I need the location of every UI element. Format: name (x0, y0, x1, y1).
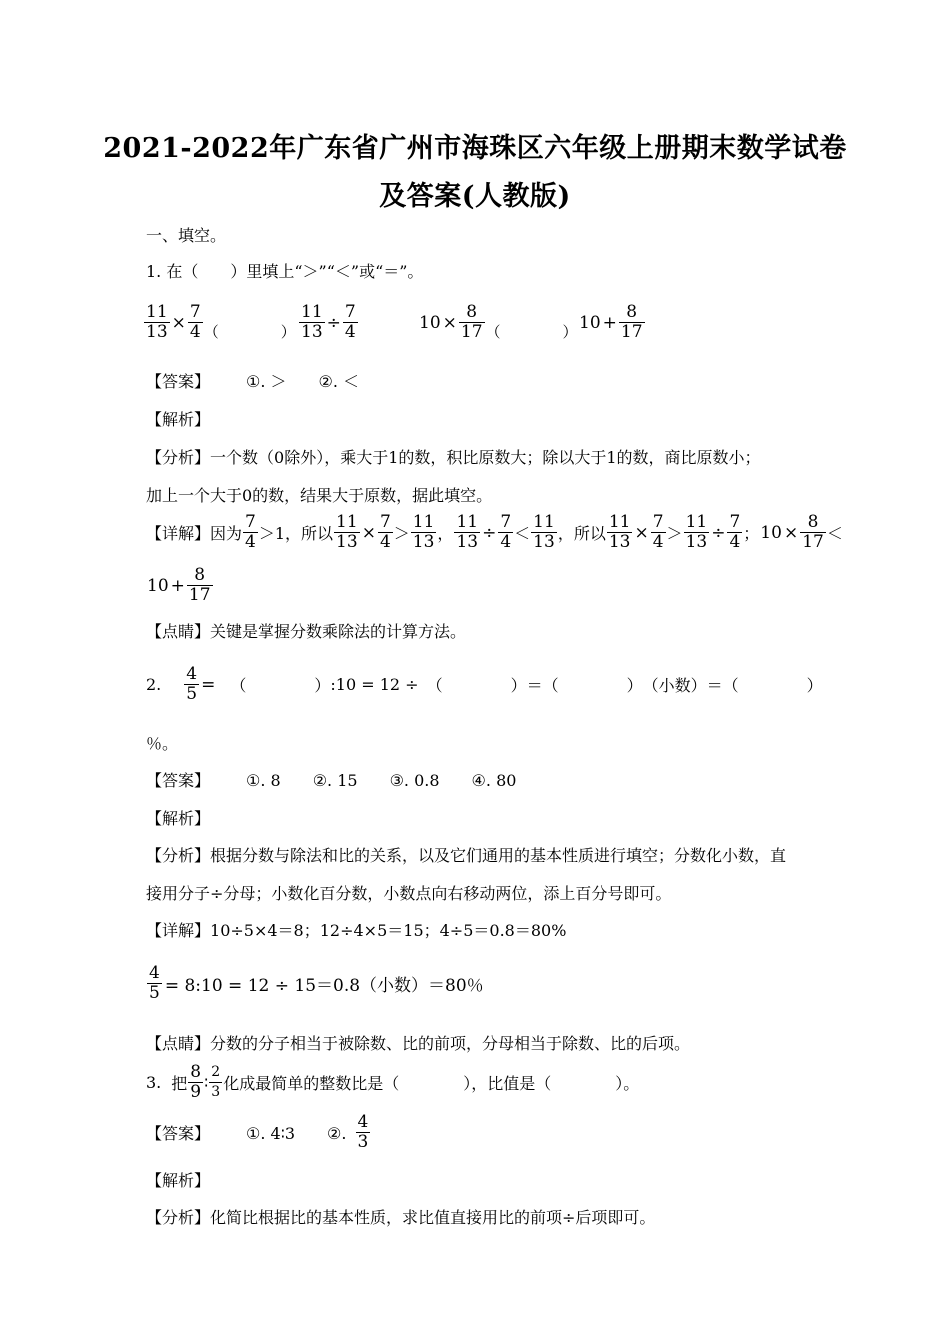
q2-detail-eq: $\frac{4}{5}$ = 8:10 = 12 ÷ 15＝0.8（小数）＝80％ (149, 963, 484, 1003)
fraction: $\frac{7}{4}$ (344, 302, 356, 342)
q1-expression-3: 10 × $\frac{8}{17}$ （ ） (419, 302, 578, 342)
fraction: $\frac{4}{5}$ (186, 664, 198, 704)
fraction: $\frac{8}{17}$ (460, 302, 483, 342)
fraction: $\frac{7}{4}$ (245, 512, 256, 552)
q1-jiexi: 【解析】 (146, 410, 211, 429)
fraction: $\frac{8}{17}$ (802, 512, 824, 552)
q1-expression-1: $\frac{11}{13}$ × $\frac{7}{4}$ （ ） (146, 302, 296, 342)
fraction: $\frac{7}{4}$ (500, 512, 512, 552)
q1-detail: 【详解】 因为 $\frac{7}{4}$ ＞1，所以 $\frac{11}{13}$ × $\frac{7}{4}$ ＞ $\frac{11}{13}$ ， $\frac{11}{13}$ ÷ $\frac{7}{4}$ ＜ $\frac{11}{13}$ ，所以 $\frac{11}{13}$ × $\frac{7}{4}$ ＞ $\frac{11}{13}$ ÷ $\frac{7}{4}$ ； 10 × $\frac{8}{17}$ ＜ (146, 512, 843, 552)
q1-analysis-1: 【分析】一个数（0除外），乘大于1的数，积比原数大；除以大于1的数，商比原数小； (146, 448, 761, 467)
section-heading: 一、填空。 (146, 226, 227, 245)
fraction: $\frac{4}{3}$ (357, 1112, 369, 1152)
fraction: $\frac{7}{4}$ (379, 512, 391, 552)
q1-analysis-2: 加上一个大于0的数，结果大于原数，据此填空。 (146, 486, 493, 505)
q1-stem: 1. 在（ ）里填上“＞”“＜”或“＝”。 (146, 262, 424, 281)
fraction: $\frac{2}{3}$ (211, 1064, 221, 1100)
q3-answer: 【答案】 ①. 4∶3 ②. $\frac{4}{3}$ (146, 1112, 369, 1152)
q2-answer: 【答案】 ①. 8 ②. 15 ③. 0.8 ④. 80 (146, 771, 517, 790)
q3-jiexi: 【解析】 (146, 1171, 211, 1190)
fraction: $\frac{7}{4}$ (652, 512, 664, 552)
q1-answer: 【答案】 ①. ＞ ②. ＜ (146, 372, 360, 391)
fraction: $\frac{11}{13}$ (412, 512, 435, 552)
fraction: $\frac{11}{13}$ (456, 512, 479, 552)
q2-detail: 【详解】10÷5×4＝8；12÷4×5＝15；4÷5＝0.8＝80% (146, 921, 567, 940)
fraction: $\frac{11}{13}$ (336, 512, 358, 552)
q3-analysis: 【分析】化简比根据比的基本性质，求比值直接用比的前项÷后项即可。 (146, 1208, 656, 1227)
q2-jiexi: 【解析】 (146, 809, 211, 828)
fraction: $\frac{8}{17}$ (188, 565, 211, 605)
q1-detail-cont: 10 + $\frac{8}{17}$ (147, 565, 211, 605)
fraction: $\frac{11}{13}$ (608, 512, 631, 552)
q3-stem: 3. 把 $\frac{8}{9}$ ∶ $\frac{2}{3}$ 化成最简单的整数比是（ ），比值是（ ）。 (146, 1062, 640, 1102)
fraction: $\frac{11}{13}$ (146, 302, 168, 342)
q1-expression-4: 10 + $\frac{8}{17}$ (579, 302, 643, 342)
fraction: $\frac{8}{17}$ (620, 302, 643, 342)
fraction: $\frac{7}{4}$ (189, 302, 201, 342)
q2-note: 【点睛】分数的分子相当于被除数、比的前项，分母相当于除数、比的后项。 (146, 1034, 691, 1053)
fraction: $\frac{11}{13}$ (685, 512, 708, 552)
q1-note: 【点睛】关键是掌握分数乘除法的计算方法。 (146, 622, 467, 641)
q2-analysis-1: 【分析】根据分数与除法和比的关系，以及它们通用的基本性质进行填空；分数化小数，直 (146, 846, 787, 865)
fraction: $\frac{4}{5}$ (149, 963, 160, 1003)
q2-analysis-2: 接用分子÷分母；小数化百分数，小数点向右移动两位，添上百分号即可。 (146, 884, 672, 903)
q2-percent: ％。 (146, 734, 179, 753)
fraction: $\frac{11}{13}$ (301, 302, 323, 342)
fraction: $\frac{7}{4}$ (729, 512, 741, 552)
fraction: $\frac{8}{9}$ (190, 1062, 202, 1102)
q1-expression-2: $\frac{11}{13}$ ÷ $\frac{7}{4}$ (301, 302, 356, 342)
q2-stem: 2. $\frac{4}{5}$ = （ ） :10 = 12 ÷ （ ） ＝ （ ） （小数）＝ （ ） (146, 664, 823, 704)
fraction: $\frac{11}{13}$ (533, 512, 555, 552)
title-line-2: 及答案(人教版) (379, 181, 571, 212)
title-line-1: 2021-2022年广东省广州市海珠区六年级上册期末数学试卷 (103, 133, 847, 164)
